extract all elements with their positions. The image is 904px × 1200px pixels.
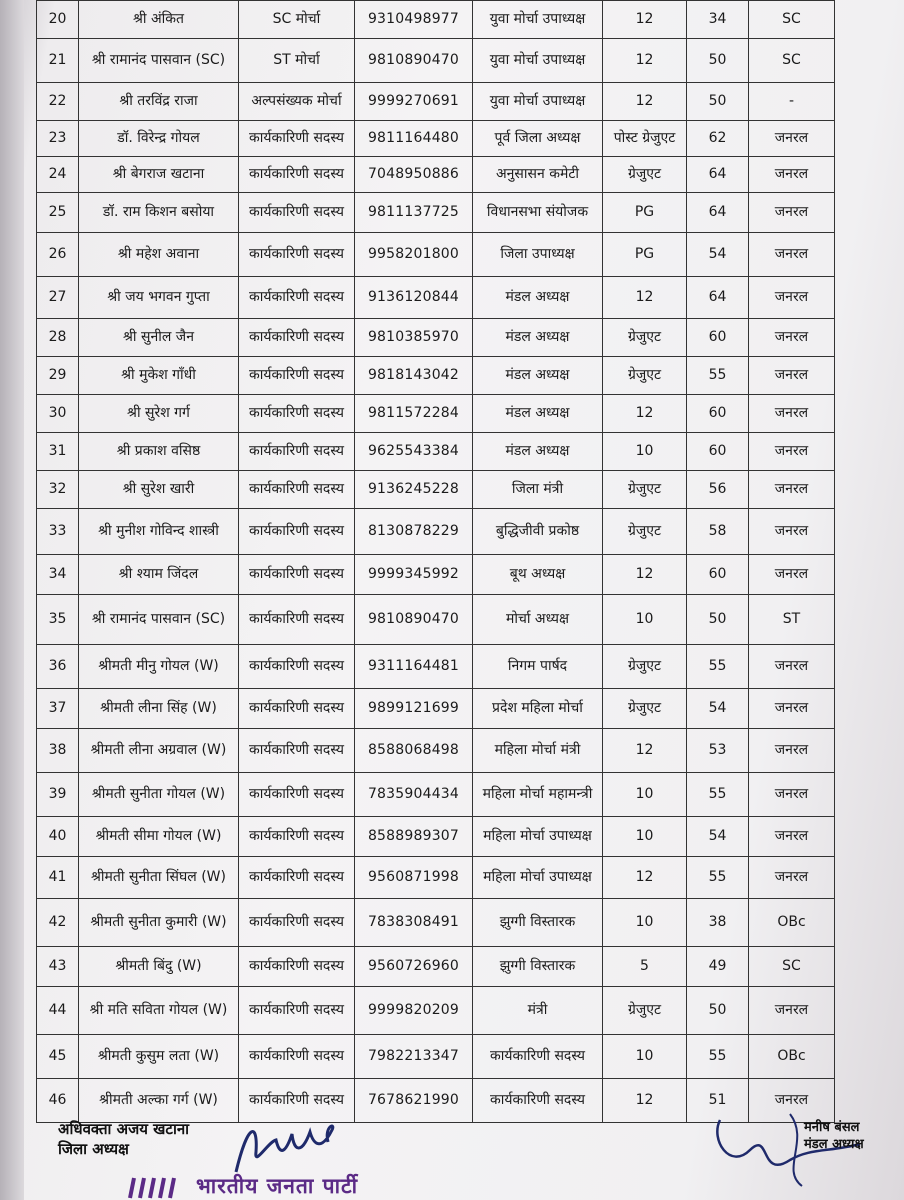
member-name-cell: श्री बेगराज खटाना <box>79 157 239 193</box>
education-cell: 12 <box>603 729 687 773</box>
education-cell: ग्रेजुएट <box>603 157 687 193</box>
member-name-cell: डॉ. विरेन्द्र गोयल <box>79 121 239 157</box>
age-cell: 54 <box>687 689 749 729</box>
post-cell: बूथ अध्यक्ष <box>473 555 603 595</box>
category-cell: जनरल <box>749 233 835 277</box>
category-cell: जनरल <box>749 433 835 471</box>
member-name-cell: श्रीमती सुनीता सिंघल (W) <box>79 857 239 899</box>
phone-number-cell: 9625543384 <box>355 433 473 471</box>
phone-number-cell: 9310498977 <box>355 1 473 39</box>
designation-cell: कार्यकारिणी सदस्य <box>239 319 355 357</box>
age-cell: 55 <box>687 773 749 817</box>
member-name-cell: श्री रामानंद पासवान (SC) <box>79 595 239 645</box>
post-cell: युवा मोर्चा उपाध्यक्ष <box>473 39 603 83</box>
serial-number-cell: 45 <box>37 1035 79 1079</box>
phone-number-cell: 9560726960 <box>355 947 473 987</box>
designation-cell: कार्यकारिणी सदस्य <box>239 121 355 157</box>
category-cell: OBc <box>749 899 835 947</box>
post-cell: विधानसभा संयोजक <box>473 193 603 233</box>
post-cell: प्रदेश महिला मोर्चा <box>473 689 603 729</box>
age-cell: 54 <box>687 233 749 277</box>
phone-number-cell: 8588068498 <box>355 729 473 773</box>
member-name-cell: श्रीमती लीना सिंह (W) <box>79 689 239 729</box>
designation-cell: कार्यकारिणी सदस्य <box>239 857 355 899</box>
member-name-cell: श्री श्याम जिंदल <box>79 555 239 595</box>
table-row <box>37 645 835 689</box>
table-row <box>37 947 835 987</box>
designation-cell: कार्यकारिणी सदस्य <box>239 645 355 689</box>
phone-number-cell: 7982213347 <box>355 1035 473 1079</box>
age-cell: 34 <box>687 1 749 39</box>
member-table-body <box>37 1 835 1123</box>
post-cell: कार्यकारिणी सदस्य <box>473 1035 603 1079</box>
age-cell: 55 <box>687 645 749 689</box>
age-cell: 62 <box>687 121 749 157</box>
mandal-president-title: मंडल अध्यक्ष <box>804 1136 864 1152</box>
phone-number-cell: 7048950886 <box>355 157 473 193</box>
serial-number-cell: 40 <box>37 817 79 857</box>
education-cell: 12 <box>603 555 687 595</box>
designation-cell: कार्यकारिणी सदस्य <box>239 729 355 773</box>
designation-cell: कार्यकारिणी सदस्य <box>239 689 355 729</box>
serial-number-cell: 25 <box>37 193 79 233</box>
serial-number-cell: 37 <box>37 689 79 729</box>
phone-number-cell: 9136245228 <box>355 471 473 509</box>
serial-number-cell: 21 <box>37 39 79 83</box>
category-cell: जनरल <box>749 645 835 689</box>
phone-number-cell: 8588989307 <box>355 817 473 857</box>
education-cell: 12 <box>603 83 687 121</box>
table-row <box>37 233 835 277</box>
phone-number-cell: 7678621990 <box>355 1079 473 1123</box>
education-cell: ग्रेजुएट <box>603 471 687 509</box>
phone-number-cell: 9810385970 <box>355 319 473 357</box>
phone-number-cell: 9810890470 <box>355 595 473 645</box>
designation-cell: कार्यकारिणी सदस्य <box>239 899 355 947</box>
serial-number-cell: 43 <box>37 947 79 987</box>
table-row <box>37 1035 835 1079</box>
education-cell: 10 <box>603 433 687 471</box>
age-cell: 55 <box>687 357 749 395</box>
designation-cell: कार्यकारिणी सदस्य <box>239 947 355 987</box>
table-row <box>37 157 835 193</box>
serial-number-cell: 29 <box>37 357 79 395</box>
category-cell: जनरल <box>749 555 835 595</box>
member-name-cell: श्री सुरेश गर्ग <box>79 395 239 433</box>
education-cell: पोस्ट ग्रेजुएट <box>603 121 687 157</box>
phone-number-cell: 9899121699 <box>355 689 473 729</box>
member-name-cell: श्री मति सविता गोयल (W) <box>79 987 239 1035</box>
member-name-cell: श्रीमती मीनु गोयल (W) <box>79 645 239 689</box>
table-row <box>37 987 835 1035</box>
designation-cell: कार्यकारिणी सदस्य <box>239 1035 355 1079</box>
age-cell: 53 <box>687 729 749 773</box>
serial-number-cell: 33 <box>37 509 79 555</box>
table-row <box>37 83 835 121</box>
category-cell: जनरल <box>749 509 835 555</box>
serial-number-cell: 39 <box>37 773 79 817</box>
table-row <box>37 277 835 319</box>
serial-number-cell: 34 <box>37 555 79 595</box>
post-cell: झुग्गी विस्तारक <box>473 947 603 987</box>
designation-cell: कार्यकारिणी सदस्य <box>239 987 355 1035</box>
designation-cell: अल्पसंख्यक मोर्चा <box>239 83 355 121</box>
category-cell: OBc <box>749 1035 835 1079</box>
education-cell: 12 <box>603 277 687 319</box>
age-cell: 58 <box>687 509 749 555</box>
table-row <box>37 319 835 357</box>
category-cell: जनरल <box>749 987 835 1035</box>
education-cell: 10 <box>603 817 687 857</box>
age-cell: 60 <box>687 555 749 595</box>
serial-number-cell: 22 <box>37 83 79 121</box>
serial-number-cell: 46 <box>37 1079 79 1123</box>
serial-number-cell: 36 <box>37 645 79 689</box>
table-row <box>37 857 835 899</box>
category-cell: SC <box>749 947 835 987</box>
table-row <box>37 193 835 233</box>
member-name-cell: श्रीमती लीना अग्रवाल (W) <box>79 729 239 773</box>
serial-number-cell: 23 <box>37 121 79 157</box>
age-cell: 60 <box>687 395 749 433</box>
member-name-cell: श्री महेश अवाना <box>79 233 239 277</box>
table-row <box>37 121 835 157</box>
post-cell: जिला उपाध्यक्ष <box>473 233 603 277</box>
serial-number-cell: 35 <box>37 595 79 645</box>
phone-number-cell: 9311164481 <box>355 645 473 689</box>
serial-number-cell: 26 <box>37 233 79 277</box>
member-name-cell: श्रीमती सुनीता कुमारी (W) <box>79 899 239 947</box>
post-cell: जिला मंत्री <box>473 471 603 509</box>
category-cell: जनरल <box>749 471 835 509</box>
post-cell: युवा मोर्चा उपाध्यक्ष <box>473 83 603 121</box>
serial-number-cell: 38 <box>37 729 79 773</box>
designation-cell: कार्यकारिणी सदस्य <box>239 277 355 319</box>
member-name-cell: श्री प्रकाश वसिष्ठ <box>79 433 239 471</box>
designation-cell: कार्यकारिणी सदस्य <box>239 157 355 193</box>
member-name-cell: श्री सुनील जैन <box>79 319 239 357</box>
member-name-cell: श्री जय भगवन गुप्ता <box>79 277 239 319</box>
member-name-cell: श्रीमती सीमा गोयल (W) <box>79 817 239 857</box>
member-name-cell: श्रीमती बिंदु (W) <box>79 947 239 987</box>
age-cell: 55 <box>687 857 749 899</box>
designation-cell: कार्यकारिणी सदस्य <box>239 509 355 555</box>
member-name-cell: श्री तरविंद्र राजा <box>79 83 239 121</box>
education-cell: 12 <box>603 1 687 39</box>
serial-number-cell: 20 <box>37 1 79 39</box>
table-row <box>37 357 835 395</box>
post-cell: पूर्व जिला अध्यक्ष <box>473 121 603 157</box>
age-cell: 50 <box>687 595 749 645</box>
phone-number-cell: 9999270691 <box>355 83 473 121</box>
phone-number-cell: 7838308491 <box>355 899 473 947</box>
age-cell: 54 <box>687 817 749 857</box>
education-cell: 5 <box>603 947 687 987</box>
designation-cell: कार्यकारिणी सदस्य <box>239 193 355 233</box>
serial-number-cell: 30 <box>37 395 79 433</box>
age-cell: 50 <box>687 39 749 83</box>
education-cell: ग्रेजुएट <box>603 987 687 1035</box>
table-row <box>37 1 835 39</box>
serial-number-cell: 31 <box>37 433 79 471</box>
post-cell: महिला मोर्चा उपाध्यक्ष <box>473 857 603 899</box>
category-cell: जनरल <box>749 193 835 233</box>
member-name-cell: डॉ. राम किशन बसोया <box>79 193 239 233</box>
education-cell: 12 <box>603 395 687 433</box>
age-cell: 50 <box>687 83 749 121</box>
age-cell: 64 <box>687 277 749 319</box>
education-cell: ग्रेजुएट <box>603 319 687 357</box>
member-name-cell: श्री सुरेश खारी <box>79 471 239 509</box>
category-cell: जनरल <box>749 817 835 857</box>
designation-cell: कार्यकारिणी सदस्य <box>239 817 355 857</box>
serial-number-cell: 44 <box>37 987 79 1035</box>
table-row <box>37 395 835 433</box>
designation-cell: कार्यकारिणी सदस्य <box>239 471 355 509</box>
post-cell: मंडल अध्यक्ष <box>473 433 603 471</box>
age-cell: 56 <box>687 471 749 509</box>
designation-cell: कार्यकारिणी सदस्य <box>239 433 355 471</box>
party-logo-mark <box>126 1174 188 1200</box>
serial-number-cell: 41 <box>37 857 79 899</box>
age-cell: 55 <box>687 1035 749 1079</box>
post-cell: निगम पार्षद <box>473 645 603 689</box>
phone-number-cell: 9811137725 <box>355 193 473 233</box>
education-cell: 10 <box>603 899 687 947</box>
category-cell: जनरल <box>749 357 835 395</box>
post-cell: महिला मोर्चा उपाध्यक्ष <box>473 817 603 857</box>
serial-number-cell: 24 <box>37 157 79 193</box>
table-row <box>37 773 835 817</box>
post-cell: मंत्री <box>473 987 603 1035</box>
party-name: भारतीय जनता पार्टी <box>196 1174 359 1198</box>
phone-number-cell: 9999345992 <box>355 555 473 595</box>
post-cell: झुग्गी विस्तारक <box>473 899 603 947</box>
designation-cell: कार्यकारिणी सदस्य <box>239 1079 355 1123</box>
category-cell: जनरल <box>749 773 835 817</box>
age-cell: 38 <box>687 899 749 947</box>
phone-number-cell: 9136120844 <box>355 277 473 319</box>
member-name-cell: श्रीमती अल्का गर्ग (W) <box>79 1079 239 1123</box>
phone-number-cell: 7835904434 <box>355 773 473 817</box>
member-name-cell: श्रीमती सुनीता गोयल (W) <box>79 773 239 817</box>
page-shadow <box>0 0 24 1200</box>
category-cell: - <box>749 83 835 121</box>
phone-number-cell: 9560871998 <box>355 857 473 899</box>
district-president-name: अधिवक्ता अजय खटाना <box>58 1120 190 1138</box>
table-row <box>37 433 835 471</box>
table-row <box>37 817 835 857</box>
mandal-president-block <box>804 1120 864 1154</box>
serial-number-cell: 27 <box>37 277 79 319</box>
category-cell: जनरल <box>749 121 835 157</box>
designation-cell: कार्यकारिणी सदस्य <box>239 233 355 277</box>
education-cell: ग्रेजुएट <box>603 645 687 689</box>
phone-number-cell: 8130878229 <box>355 509 473 555</box>
category-cell: SC <box>749 39 835 83</box>
designation-cell: कार्यकारिणी सदस्य <box>239 595 355 645</box>
serial-number-cell: 42 <box>37 899 79 947</box>
post-cell: महिला मोर्चा मंत्री <box>473 729 603 773</box>
table-row <box>37 509 835 555</box>
category-cell: जनरल <box>749 689 835 729</box>
post-cell: मंडल अध्यक्ष <box>473 319 603 357</box>
post-cell: महिला मोर्चा महामन्त्री <box>473 773 603 817</box>
designation-cell: कार्यकारिणी सदस्य <box>239 773 355 817</box>
age-cell: 64 <box>687 193 749 233</box>
phone-number-cell: 9810890470 <box>355 39 473 83</box>
designation-cell: कार्यकारिणी सदस्य <box>239 357 355 395</box>
education-cell: PG <box>603 233 687 277</box>
education-cell: ग्रेजुएट <box>603 509 687 555</box>
phone-number-cell: 9811164480 <box>355 121 473 157</box>
member-table <box>36 0 835 1123</box>
age-cell: 51 <box>687 1079 749 1123</box>
member-name-cell: श्री मुनीश गोविन्द शास्त्री <box>79 509 239 555</box>
designation-cell: SC मोर्चा <box>239 1 355 39</box>
post-cell: बुद्धिजीवी प्रकोष्ठ <box>473 509 603 555</box>
age-cell: 64 <box>687 157 749 193</box>
phone-number-cell: 9999820209 <box>355 987 473 1035</box>
district-president-title: जिला अध्यक्ष <box>58 1139 129 1158</box>
phone-number-cell: 9958201800 <box>355 233 473 277</box>
designation-cell: ST मोर्चा <box>239 39 355 83</box>
serial-number-cell: 28 <box>37 319 79 357</box>
phone-number-cell: 9818143042 <box>355 357 473 395</box>
education-cell: 10 <box>603 1035 687 1079</box>
education-cell: 10 <box>603 595 687 645</box>
post-cell: मोर्चा अध्यक्ष <box>473 595 603 645</box>
category-cell: जनरल <box>749 157 835 193</box>
table-row <box>37 689 835 729</box>
category-cell: जनरल <box>749 729 835 773</box>
age-cell: 60 <box>687 433 749 471</box>
category-cell: जनरल <box>749 1079 835 1123</box>
category-cell: जनरल <box>749 319 835 357</box>
table-row <box>37 595 835 645</box>
member-name-cell: श्री रामानंद पासवान (SC) <box>79 39 239 83</box>
category-cell: जनरल <box>749 395 835 433</box>
education-cell: 12 <box>603 857 687 899</box>
post-cell: मंडल अध्यक्ष <box>473 395 603 433</box>
table-row <box>37 899 835 947</box>
education-cell: 12 <box>603 1079 687 1123</box>
designation-cell: कार्यकारिणी सदस्य <box>239 555 355 595</box>
member-name-cell: श्री अंकित <box>79 1 239 39</box>
post-cell: मंडल अध्यक्ष <box>473 357 603 395</box>
category-cell: जनरल <box>749 277 835 319</box>
post-cell: कार्यकारिणी सदस्य <box>473 1079 603 1123</box>
age-cell: 50 <box>687 987 749 1035</box>
mandal-president-name: मनीष बंसल <box>804 1120 860 1135</box>
category-cell: ST <box>749 595 835 645</box>
education-cell: PG <box>603 193 687 233</box>
post-cell: युवा मोर्चा उपाध्यक्ष <box>473 1 603 39</box>
table-row <box>37 729 835 773</box>
education-cell: ग्रेजुएट <box>603 689 687 729</box>
member-name-cell: श्रीमती कुसुम लता (W) <box>79 1035 239 1079</box>
category-cell: जनरल <box>749 857 835 899</box>
table-row <box>37 471 835 509</box>
table-row <box>37 39 835 83</box>
district-president-block <box>58 1120 189 1159</box>
education-cell: ग्रेजुएट <box>603 357 687 395</box>
age-cell: 49 <box>687 947 749 987</box>
serial-number-cell: 32 <box>37 471 79 509</box>
age-cell: 60 <box>687 319 749 357</box>
education-cell: 12 <box>603 39 687 83</box>
post-cell: अनुसासन कमेटी <box>473 157 603 193</box>
phone-number-cell: 9811572284 <box>355 395 473 433</box>
education-cell: 10 <box>603 773 687 817</box>
table-row <box>37 555 835 595</box>
designation-cell: कार्यकारिणी सदस्य <box>239 395 355 433</box>
category-cell: SC <box>749 1 835 39</box>
member-name-cell: श्री मुकेश गाँधी <box>79 357 239 395</box>
post-cell: मंडल अध्यक्ष <box>473 277 603 319</box>
